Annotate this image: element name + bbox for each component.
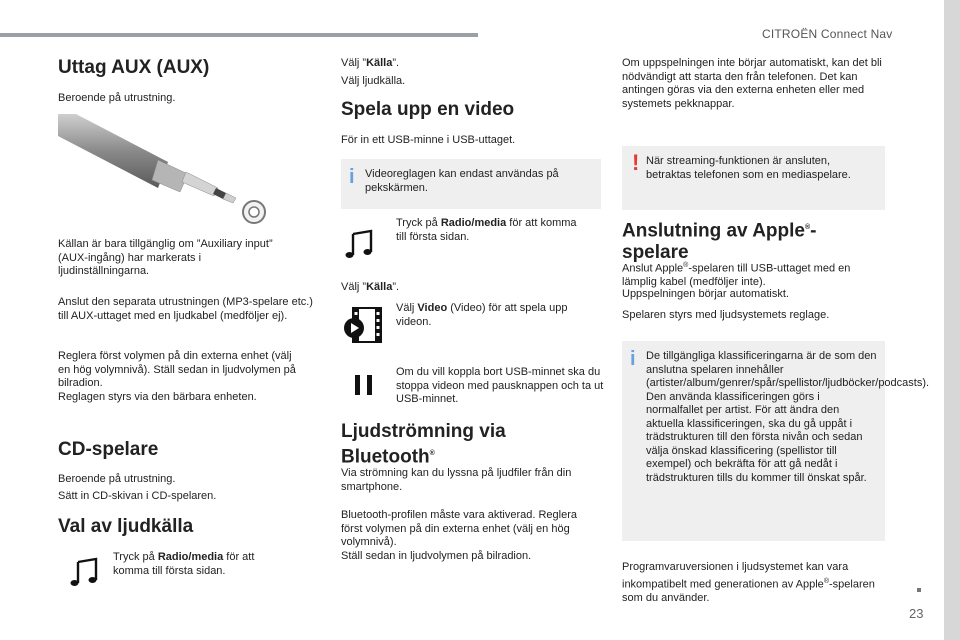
aux-paragraph-4: Reglera först volymen på din externa enhet (välj en hög volymnivå). Ställ sedan in ljudvolymen på bilradion. [58,350,296,389]
video-title: Spela upp en video [341,99,515,120]
apple-paragraph-4: Programvaruversionen i ljudsystemet kan vara inkompatibelt med generationen av Apple®-spelaren som du använder. [622,561,875,604]
cd-paragraph-1: Beroende på utrustning. [58,473,176,485]
cd-title: CD-spelare [58,439,159,460]
info-icon: i [630,348,636,370]
apple-info-box [622,341,930,541]
page-number: 23 [909,606,924,621]
bluetooth-paragraph-2: Bluetooth-profilen måste vara aktiverad. Reglera först volymen på din externa enhet (välj en hög volymnivå). [341,509,578,548]
video-paragraph-2: Tryck på Radio/media för att komma till första sidan. [396,217,577,243]
apple-paragraph-1: Anslut Apple®-spelaren till USB-uttaget med en lämplig kabel (medföljer inte). [622,262,851,289]
bluetooth-paragraph-3: Ställ sedan in ljudvolymen på bilradion. [341,550,532,562]
bluetooth-title: Ljudströmning via Bluetooth® [341,421,506,468]
apple-paragraph-3: Spelaren styrs med ljudsystemets reglage. [622,309,830,321]
aux-paragraph-3: Anslut den separata utrustningen (MP3-spelare etc.) till AUX-uttaget med en ljudkabel (medföljer ej). [58,296,313,322]
video-paragraph-5: Om du vill koppla bort USB-minnet ska du stoppa videon med pausknappen och ta ut USB-minnet. [396,366,604,405]
video-paragraph-1: För in ett USB-minne i USB-uttaget. [341,134,516,146]
choose-source-instruction: Välj ”Källa”. [341,57,400,69]
info-icon: i [349,166,355,188]
apple-info-text: De tillgängliga klassificeringarna är de som den anslutna spelaren innehåller (artister/album/genrer/spår/spellistor/ljudböcker/podcasts). Den använda klassificeringen görs i normalfallet per artist. För att ändra den aktuella klassificeringen, ska du gå uppåt i trädstrukturen till den första nivån och sedan välja önskad klassificering (spellistor till exempel) och bekräfta för att gå nedåt i trädstrukturen tills du kommer till önskat spår. [646,350,930,484]
video-info-text: Videoreglagen kan endast användas på pekskärmen. [365,168,559,194]
page-header-title: CITROËN Connect Nav [762,27,893,41]
playback-paragraph: Om uppspelningen inte börjar automatiskt, kan det bli nödvändigt att starta den från telefonen. Det kan antingen göras via den externa enheten eller med systemets pekknappar. [622,57,882,110]
music-note-icon [343,228,377,262]
video-play-icon [343,306,385,346]
source-title: Val av ljudkälla [58,516,194,537]
header-rule [0,33,478,37]
page-marker [917,588,921,592]
apple-title: Anslutning av Apple®- spelare [622,220,817,264]
choose-source-text: Välj ljudkälla. [341,75,406,87]
music-note-icon [68,556,102,590]
aux-title: Uttag AUX (AUX) [58,57,210,78]
aux-paragraph-1: Beroende på utrustning. [58,92,176,104]
pause-icon [353,373,375,397]
aux-jack-illustration [58,108,273,228]
warning-icon: ! [632,150,640,175]
bluetooth-paragraph-1: Via strömning kan du lyssna på ljudfiler från din smartphone. [341,467,572,493]
video-paragraph-3: Välj ”Källa”. [341,281,400,293]
side-margin-bar [944,0,960,640]
aux-paragraph-5: Reglagen styrs via den bärbara enheten. [58,391,257,403]
video-paragraph-4: Välj Video (Video) för att spela upp videon. [396,302,568,328]
aux-paragraph-2: Källan är bara tillgänglig om ”Auxiliary input” (AUX-ingång) har markerats i ljudinställningarna. [58,238,273,277]
apple-paragraph-2: Uppspelningen börjar automatiskt. [622,288,789,300]
source-paragraph-1: Tryck på Radio/media för att komma till första sidan. [113,551,255,577]
streaming-warning-box [622,146,885,210]
cd-paragraph-2: Sätt in CD-skivan i CD-spelaren. [58,490,217,502]
video-info-box [341,159,601,209]
streaming-warning-text: När streaming-funktionen är ansluten, betraktas telefonen som en mediaspelare. [646,155,851,181]
